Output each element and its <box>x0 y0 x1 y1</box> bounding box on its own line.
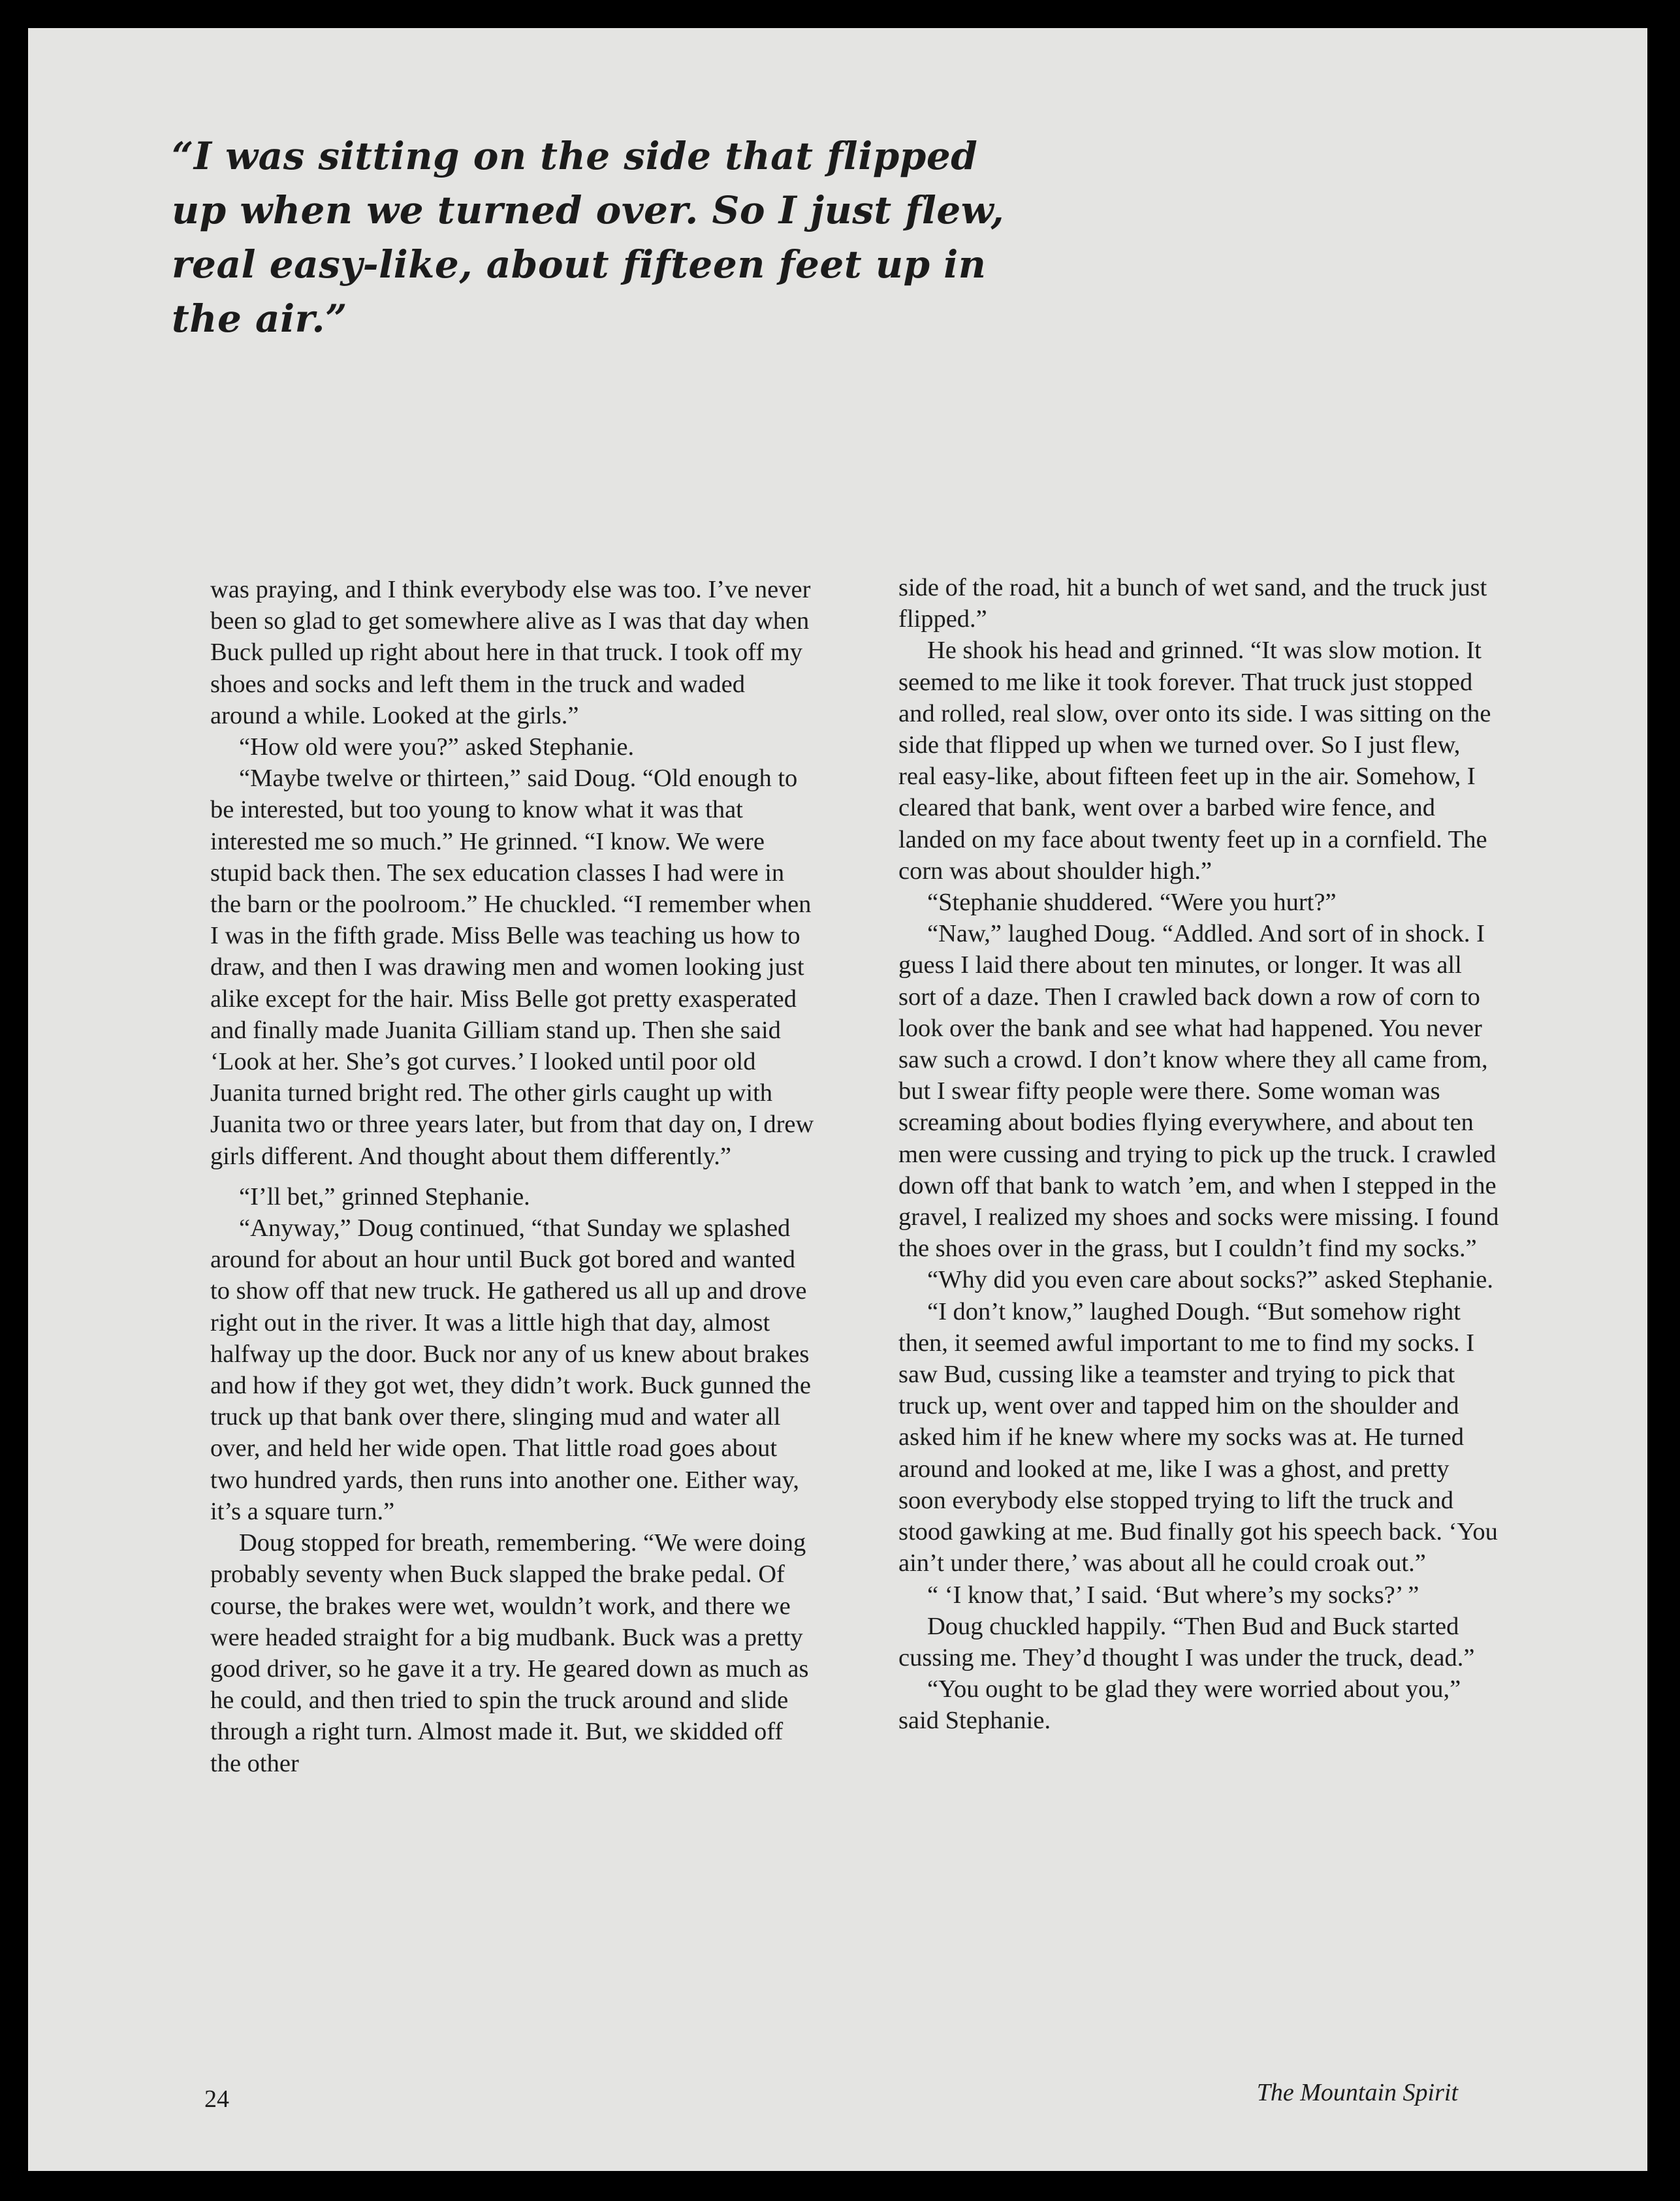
pull-quote: “I was sitting on the side that flipped up when we turned over. So I just flew, real easy-like, about fifteen feet up in the air.” <box>172 134 1005 341</box>
paragraph: “ ‘I know that,’ I said. ‘But where’s my socks?’ ” <box>927 1581 1419 1609</box>
paragraph: “Naw,” laughed Doug. “Addled. And sort of in shock. I guess I laid there about ten minutes, or longer. It was all sort of a daze. Then I crawled back down a row of corn to look over the bank and see what had happened. You never saw such a crowd. I don’t know where they all came from, but I swear fifty people were there. Some woman was screaming about bodies flying everywhere, and about ten men were cussing and trying to pick up the truck. I crawled down off that bank to watch ’em, and when I stepped in the gravel, I realized my shoes and socks were missing. I found the shoes over in the grass, but I couldn’t find my socks.” <box>898 920 1499 1263</box>
paragraph: “Maybe twelve or thirteen,” said Doug. “Old enough to be interested, but too young to know what it was that interested me so much.” He grinned. “I know. We were stupid back then. The sex education classes I had were in the barn or the poolroom.” He chuckled. “I remember when I was in the fifth grade. Miss Belle was teaching us how to draw, and then I was drawing men and women looking just alike except for the hair. Miss Belle got pretty exasperated and finally made Juanita Gilliam stand up. Then she said ‘Look at her. She’s got curves.’ I looked until poor old Juanita turned bright red. The other girls caught up with Juanita two or three years later, but from that day on, I drew girls different. And thought about them differently.” <box>210 765 814 1170</box>
paragraph: “I’ll bet,” grinned Stephanie. <box>239 1182 530 1211</box>
paragraph: was praying, and I think everybody else was too. I’ve never been so glad to get somewhere alive as I was that day when Buck pulled up right about here in that truck. I took off my shoes and socks and left them in the truck and waded around a while. Looked at the girls.” <box>210 576 811 729</box>
right-column <box>898 572 1502 1737</box>
paragraph: Doug stopped for breath, remembering. “We were doing probably seventy when Buck slapped the brake pedal. Of course, the brakes were wet, wouldn’t work, and there we were headed straight for a big mudbank. Buck was a pretty good driver, so he gave it a try. He geared down as much as he could, and then tried to spin the truck around and slide through a right turn. Almost made it. But, we skidded off the other <box>210 1529 809 1777</box>
paragraph: “I don’t know,” laughed Dough. “But somehow right then, it seemed awful important to me to find my socks. I saw Bud, cussing like a teamster and trying to pick that truck up, went over and tapped him on the shoulder and asked him if he knew where my socks was at. He turned around and looked at me, like I was a ghost, and pretty soon everybody else stopped trying to lift the truck and stood gawking at me. Bud finally got his speech back. ‘You ain’t under there,’ was about all he could croak out.” <box>898 1297 1498 1577</box>
paragraph: “Stephanie shuddered. “Were you hurt?” <box>927 889 1337 917</box>
magazine-page <box>28 28 1647 2171</box>
page-number: 24 <box>204 2085 229 2113</box>
paragraph: side of the road, hit a bunch of wet sand, and the truck just flipped.” <box>898 574 1487 633</box>
paragraph: He shook his head and grinned. “It was slow motion. It seemed to me like it took forever. That truck just stopped and rolled, real slow, over onto its side. I was sitting on the side that flipped up when we turned over. So I just flew, real easy-like, about fifteen feet up in the air. Somehow, I cleared that bank, went over a barbed wire fence, and landed on my face about twenty feet up in a cornfield. The corn was about shoulder high.” <box>898 637 1491 885</box>
paragraph: “Why did you even care about socks?” asked Stephanie. <box>927 1266 1494 1294</box>
paragraph: “Anyway,” Doug continued, “that Sunday we splashed around for about an hour until Buck got bored and wanted to show off that new truck. He gathered us all up and drove right out in the river. It was a little high that day, almost halfway up the door. Buck nor any of us knew about brakes and how if they got wet, they didn’t work. Buck gunned the truck up that bank over there, slinging mud and water all over, and held her wide open. That little road goes about two hundred yards, then runs into another one. Either way, it’s a square turn.” <box>210 1214 811 1525</box>
publication-title: The Mountain Spirit <box>1256 2079 1458 2106</box>
paragraph: “You ought to be glad they were worried about you,” said Stephanie. <box>898 1675 1461 1735</box>
paragraph: Doug chuckled happily. “Then Bud and Buck started cussing me. They’d thought I was under the truck, dead.” <box>898 1612 1475 1671</box>
left-column <box>210 574 814 1779</box>
paragraph: “How old were you?” asked Stephanie. <box>239 733 635 761</box>
